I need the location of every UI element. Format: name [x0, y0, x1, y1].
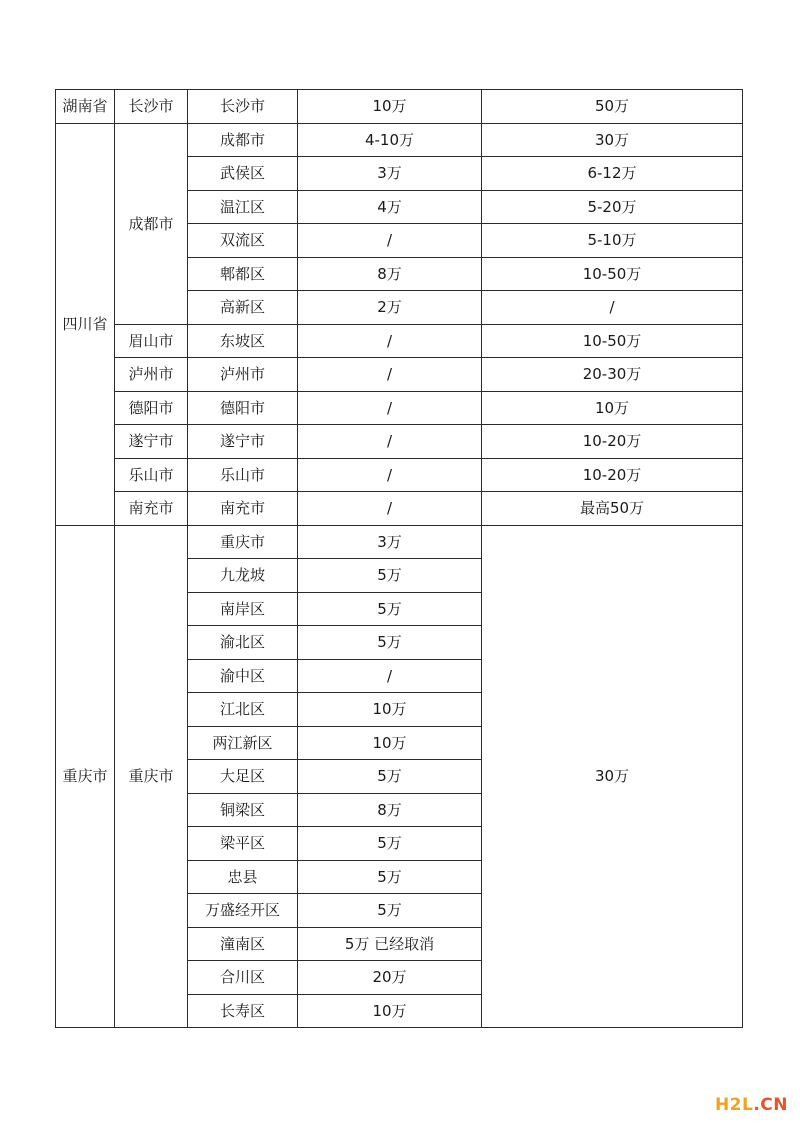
district-cell: 乐山市	[188, 458, 298, 492]
amount-b-cell: 10万	[482, 391, 743, 425]
district-cell: 梁平区	[188, 827, 298, 861]
amount-b-cell: 30万	[482, 123, 743, 157]
amount-b-cell: 50万	[482, 90, 743, 124]
city-cell: 南充市	[115, 492, 188, 526]
subsidy-table-body	[56, 90, 743, 1028]
district-cell: 遂宁市	[188, 425, 298, 459]
district-cell: 九龙坡	[188, 559, 298, 593]
watermark-cn: .CN	[753, 1095, 788, 1115]
amount-a-cell: /	[298, 224, 482, 258]
amount-a-cell: 4-10万	[298, 123, 482, 157]
amount-b-cell: 5-10万	[482, 224, 743, 258]
district-cell: 大足区	[188, 760, 298, 794]
amount-a-cell: 5万	[298, 626, 482, 660]
amount-a-cell: 10万	[298, 693, 482, 727]
amount-a-cell: /	[298, 492, 482, 526]
table-row	[56, 90, 743, 124]
amount-a-cell: 10万	[298, 90, 482, 124]
district-cell: 渝北区	[188, 626, 298, 660]
amount-a-cell: 5万	[298, 559, 482, 593]
table-row	[56, 425, 743, 459]
table-row	[56, 525, 743, 559]
district-cell: 南充市	[188, 492, 298, 526]
district-cell: 潼南区	[188, 927, 298, 961]
city-cell: 长沙市	[115, 90, 188, 124]
amount-a-cell: 4万	[298, 190, 482, 224]
amount-a-cell: 8万	[298, 793, 482, 827]
district-cell: 长寿区	[188, 994, 298, 1028]
table-row	[56, 492, 743, 526]
amount-b-cell: /	[482, 291, 743, 325]
city-cell: 德阳市	[115, 391, 188, 425]
amount-a-cell: 5万	[298, 827, 482, 861]
subsidy-table	[55, 89, 743, 1028]
district-cell: 合川区	[188, 961, 298, 995]
district-cell: 武侯区	[188, 157, 298, 191]
district-cell: 铜梁区	[188, 793, 298, 827]
amount-b-cell: 10-50万	[482, 324, 743, 358]
district-cell: 长沙市	[188, 90, 298, 124]
amount-a-cell: 8万	[298, 257, 482, 291]
district-cell: 万盛经开区	[188, 894, 298, 928]
city-cell: 泸州市	[115, 358, 188, 392]
amount-a-cell: 10万	[298, 994, 482, 1028]
amount-a-cell: /	[298, 425, 482, 459]
city-cell: 眉山市	[115, 324, 188, 358]
city-cell: 成都市	[115, 123, 188, 324]
city-cell: 乐山市	[115, 458, 188, 492]
amount-b-cell: 最高50万	[482, 492, 743, 526]
amount-b-cell: 10-50万	[482, 257, 743, 291]
table-row	[56, 391, 743, 425]
district-cell: 南岸区	[188, 592, 298, 626]
amount-b-cell: 10-20万	[482, 425, 743, 459]
amount-a-cell: /	[298, 391, 482, 425]
amount-a-cell: 5万	[298, 592, 482, 626]
district-cell: 德阳市	[188, 391, 298, 425]
district-cell: 东坡区	[188, 324, 298, 358]
site-watermark-logo	[715, 1095, 788, 1115]
district-cell: 郫都区	[188, 257, 298, 291]
district-cell: 两江新区	[188, 726, 298, 760]
table-row	[56, 123, 743, 157]
amount-a-cell: 3万	[298, 525, 482, 559]
amount-b-cell: 20-30万	[482, 358, 743, 392]
district-cell: 泸州市	[188, 358, 298, 392]
amount-b-cell: 10-20万	[482, 458, 743, 492]
amount-b-cell: 5-20万	[482, 190, 743, 224]
table-row	[56, 324, 743, 358]
amount-a-cell: 5万 已经取消	[298, 927, 482, 961]
amount-b-cell: 6-12万	[482, 157, 743, 191]
amount-a-cell: 5万	[298, 760, 482, 794]
province-cell: 湖南省	[56, 90, 115, 124]
amount-b-cell: 30万	[482, 525, 743, 1028]
district-cell: 成都市	[188, 123, 298, 157]
city-cell: 遂宁市	[115, 425, 188, 459]
district-cell: 温江区	[188, 190, 298, 224]
amount-a-cell: 5万	[298, 860, 482, 894]
table-row	[56, 358, 743, 392]
city-cell: 重庆市	[115, 525, 188, 1028]
table-row	[56, 458, 743, 492]
amount-a-cell: /	[298, 458, 482, 492]
amount-a-cell: /	[298, 358, 482, 392]
province-cell: 四川省	[56, 123, 115, 525]
province-cell: 重庆市	[56, 525, 115, 1028]
watermark-h2l: H2L	[714, 1095, 754, 1115]
amount-a-cell: /	[298, 659, 482, 693]
district-cell: 江北区	[188, 693, 298, 727]
amount-a-cell: 20万	[298, 961, 482, 995]
amount-a-cell: 10万	[298, 726, 482, 760]
amount-a-cell: 3万	[298, 157, 482, 191]
amount-a-cell: 2万	[298, 291, 482, 325]
amount-a-cell: /	[298, 324, 482, 358]
district-cell: 双流区	[188, 224, 298, 258]
district-cell: 渝中区	[188, 659, 298, 693]
district-cell: 重庆市	[188, 525, 298, 559]
district-cell: 忠县	[188, 860, 298, 894]
amount-a-cell: 5万	[298, 894, 482, 928]
district-cell: 高新区	[188, 291, 298, 325]
